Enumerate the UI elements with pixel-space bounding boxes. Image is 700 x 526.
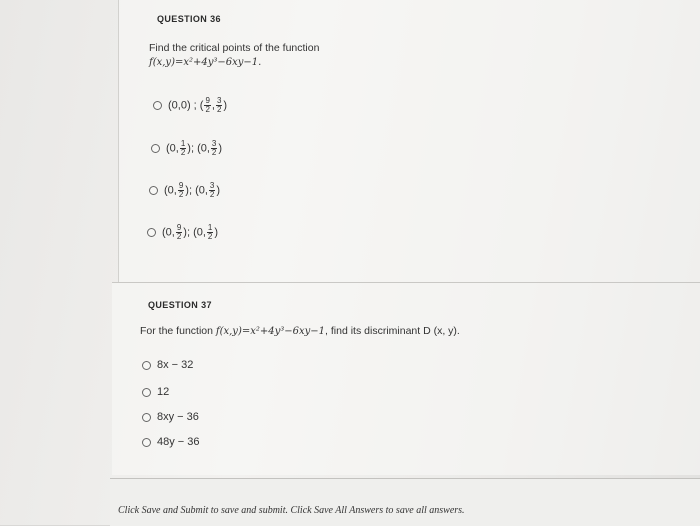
q36-option-2-label: (0, $\frac{1}{2}$ ); (0, $\frac{3}{2}$ ) bbox=[166, 139, 223, 157]
question-37-title: QUESTION 37 bbox=[148, 300, 212, 310]
q36-option-3-radio[interactable] bbox=[149, 186, 158, 195]
question-36-prompt: Find the critical points of the function bbox=[149, 42, 320, 54]
q37-option-2-radio[interactable] bbox=[142, 388, 151, 397]
q37-option-3-label: 8xy − 36 bbox=[157, 411, 199, 423]
q36-option-1-radio[interactable] bbox=[153, 101, 162, 110]
q37-option-1-radio[interactable] bbox=[142, 361, 151, 370]
q36-option-1-label: (0,0) ; ( $\frac{9}{2}$ , $\frac{3}{2}$ ) bbox=[168, 96, 228, 114]
q36-option-1[interactable] bbox=[153, 97, 227, 114]
q36-option-4-label: (0, $\frac{9}{2}$ ); (0, $\frac{1}{2}$ ) bbox=[162, 223, 219, 241]
q37-option-3-radio[interactable] bbox=[142, 413, 151, 422]
save-instructions-text: Click Save and Submit to save and submit. Click Save All Answers to save all answers. bbox=[118, 505, 465, 516]
q37-option-4-label: 48y − 36 bbox=[157, 436, 200, 448]
q36-option-2[interactable] bbox=[151, 140, 222, 157]
q36-option-4-radio[interactable] bbox=[147, 228, 156, 237]
q37-option-2-label: 12 bbox=[157, 386, 170, 398]
save-instructions-footer bbox=[110, 478, 700, 526]
q37-option-1[interactable] bbox=[142, 359, 193, 371]
q37-option-4-radio[interactable] bbox=[142, 438, 151, 447]
q36-option-3[interactable] bbox=[149, 182, 220, 199]
question-37-block bbox=[112, 282, 700, 475]
question-36-block bbox=[118, 0, 700, 282]
q36-option-3-label: (0, $\frac{9}{2}$ ); (0, $\frac{3}{2}$ ) bbox=[164, 181, 221, 199]
q37-option-4[interactable] bbox=[142, 436, 200, 448]
q36-option-4[interactable] bbox=[147, 224, 218, 241]
q37-option-1-label: 8x − 32 bbox=[157, 359, 194, 371]
question-37-function: f(x,y)=x²+4y³−6xy−1 bbox=[215, 326, 326, 337]
q37-option-2[interactable] bbox=[142, 386, 169, 398]
question-36-title: QUESTION 36 bbox=[157, 14, 221, 24]
q36-option-2-radio[interactable] bbox=[151, 144, 160, 153]
question-36-function: f(x,y)=x²+4y³−6xy−1. bbox=[149, 57, 262, 68]
question-37-prompt: For the function f(x,y)=x²+4y³−6xy−1, find its discriminant D (x, y). bbox=[140, 325, 460, 337]
q37-option-3[interactable] bbox=[142, 411, 199, 423]
